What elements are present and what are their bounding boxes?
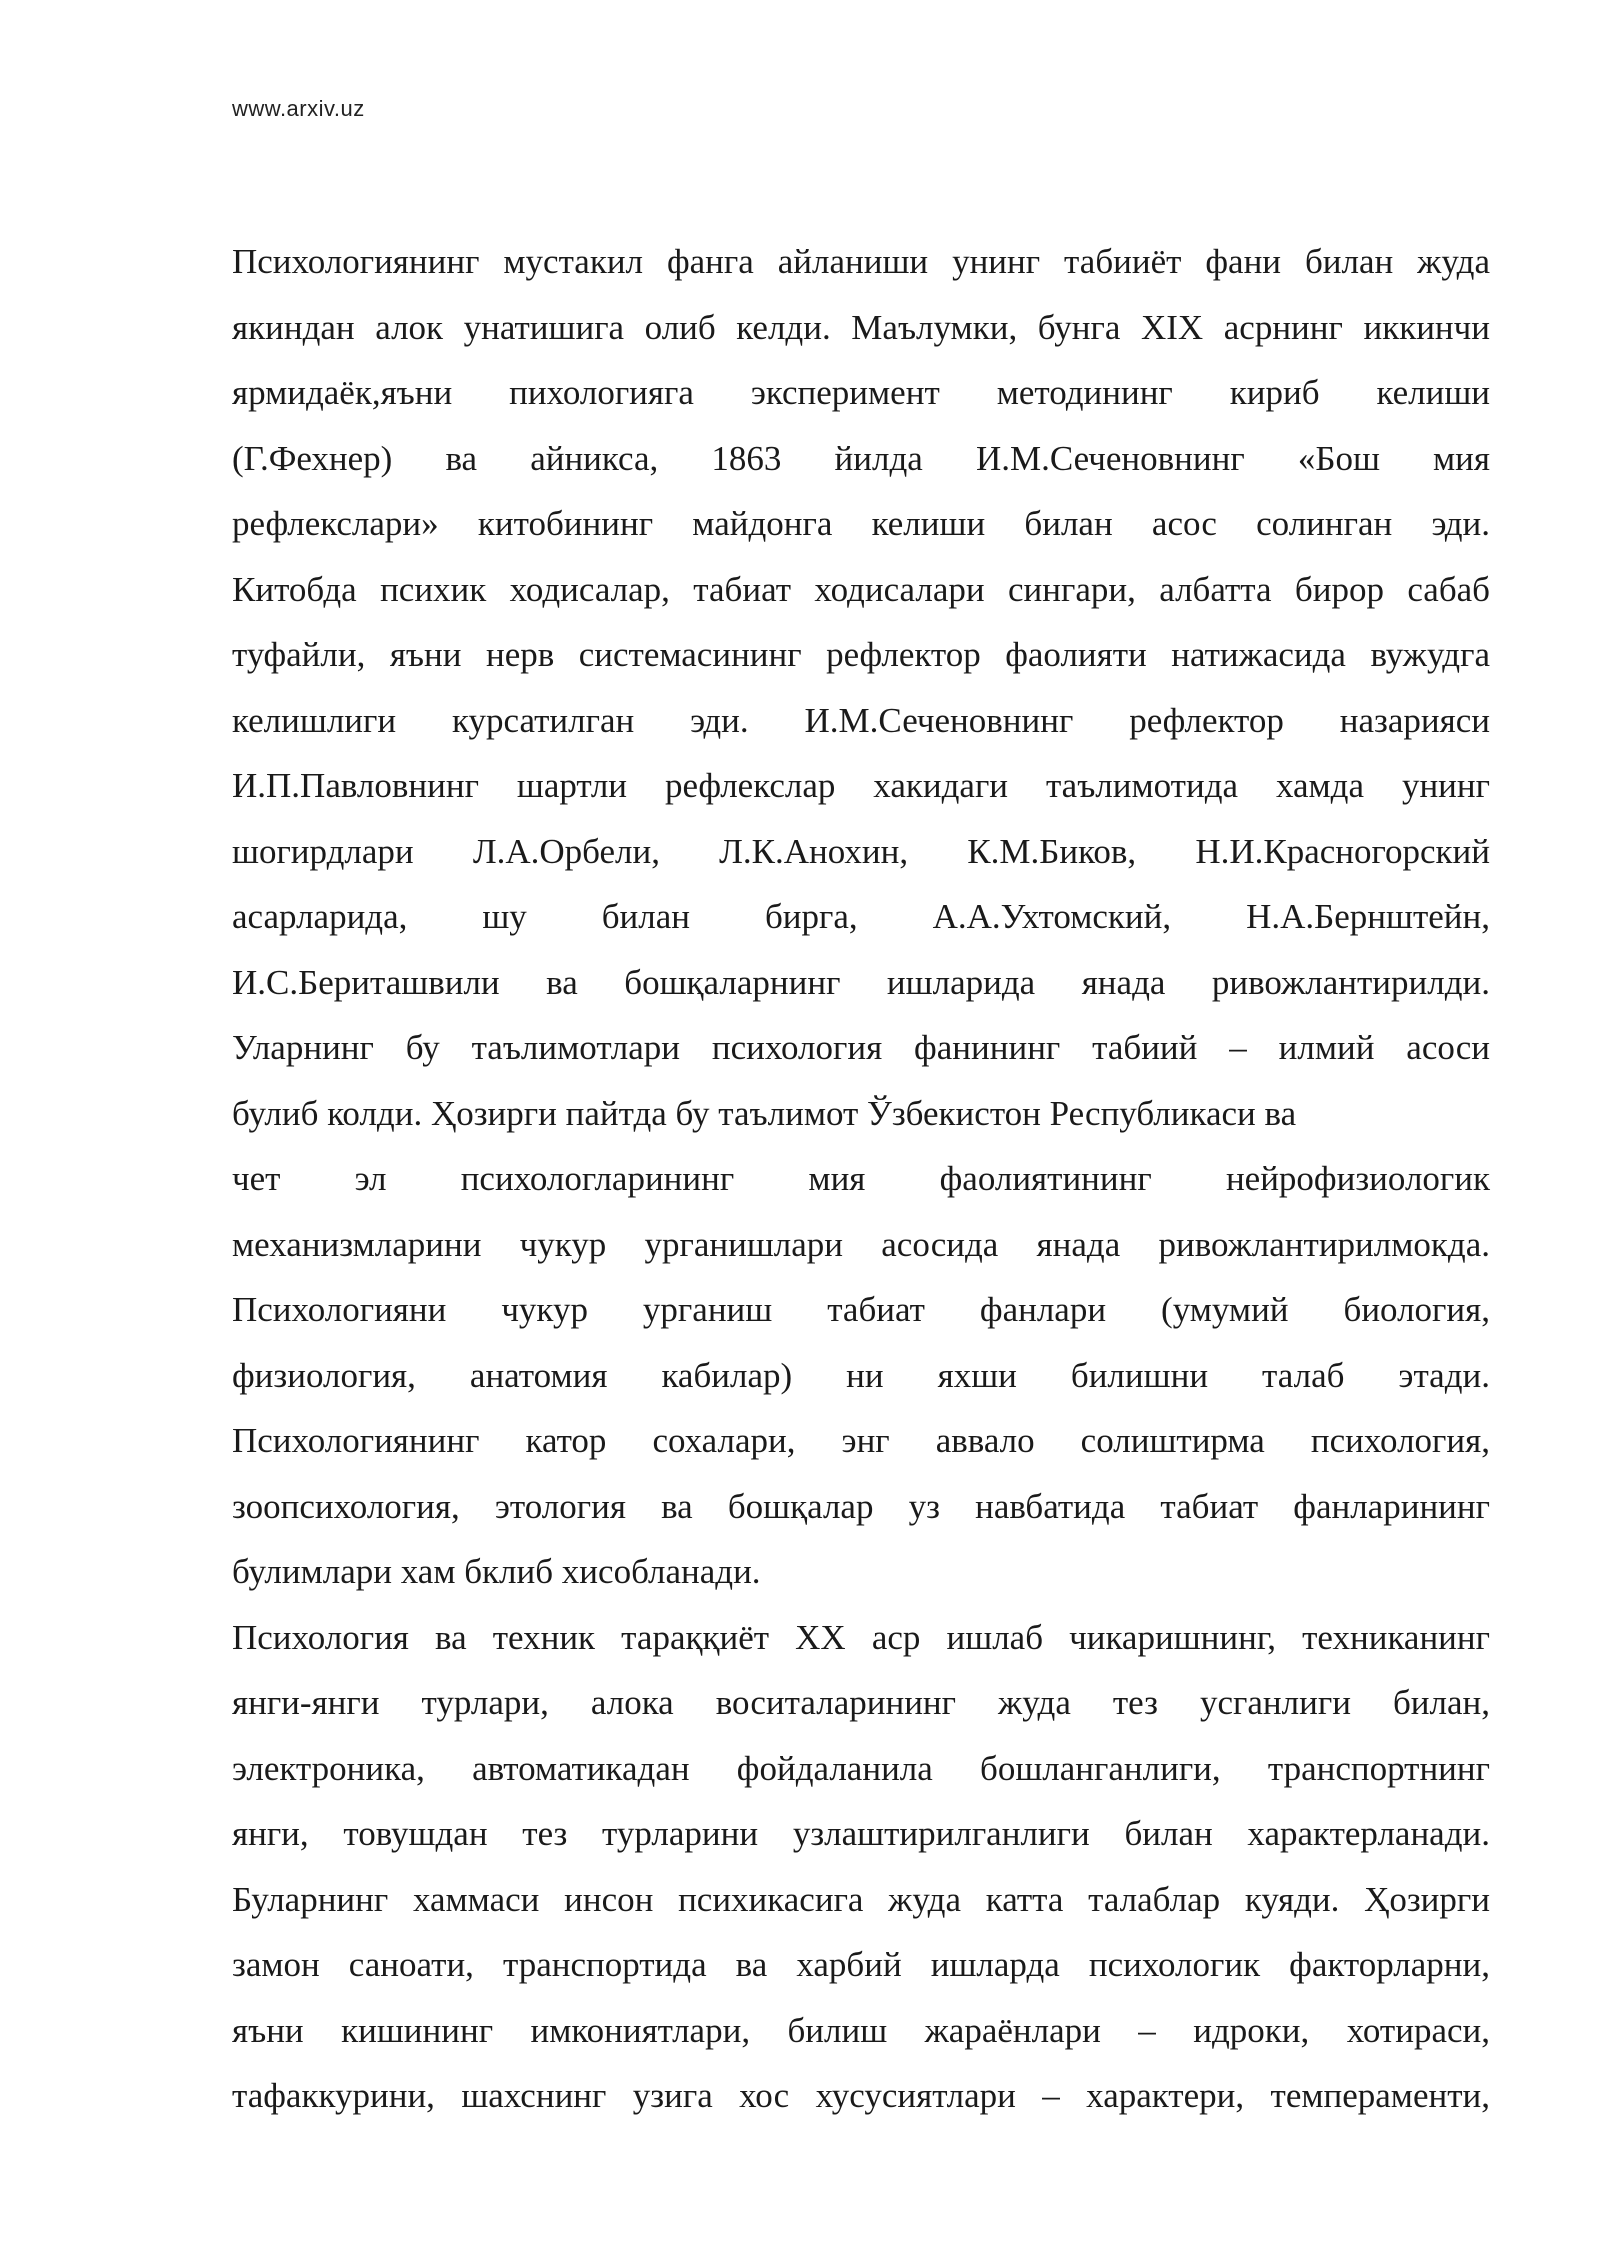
text-line: келишлиги курсатилган эди. И.М.Сеченовнинг рефлектор назарияси	[232, 700, 1490, 740]
text-line: яъни кишининг имкониятлари, билиш жараёнлари – идроки, хотираси,	[232, 2010, 1490, 2050]
paragraph-psychology-technical-progress	[232, 1605, 1490, 2129]
text-line: чет эл психологларининг мия фаолиятининг нейрофизиологик	[232, 1159, 1490, 1198]
text-line: Психологиянинг мустакил фанга айланиши унинг табииёт фани билан жуда	[232, 242, 1490, 281]
paragraph-psychology-natural-sciences	[232, 229, 1490, 1605]
text-line: янги, товушдан тез турларини узлаштирилганлиги билан характерланади.	[232, 1814, 1490, 1853]
text-line: Китобда психик ходисалар, табиат ходисалари сингари, албатта бирор сабаб	[232, 569, 1490, 609]
text-line: Психология ва техник тараққиёт XX аср ишлаб чикаришнинг, техниканинг	[232, 1617, 1490, 1657]
text-line: булимлари хам бклиб хисобланади.	[232, 1552, 761, 1591]
text-line: Психологиянинг катор сохалари, энг аввало солиштирма психология,	[232, 1421, 1490, 1460]
page-header-site: www.arxiv.uz	[232, 96, 365, 121]
text-line: (Г.Фехнер) ва айникса, 1863 йилда И.М.Сеченовнинг «Бош мия	[232, 438, 1490, 478]
text-line: И.С.Бериташвили ва бошқаларнинг ишларида янада ривожлантирилди.	[232, 962, 1490, 1002]
text-line: Психологияни чукур урганиш табиат фанлари (умумий биология,	[232, 1290, 1490, 1329]
text-line: ярмидаёк,яъни пихологияга эксперимент методининг кириб келиши	[232, 373, 1490, 412]
text-line: янги-янги турлари, алока воситаларининг жуда тез усганлиги билан,	[232, 1683, 1490, 1722]
document-body	[232, 229, 1490, 2129]
text-line: Уларнинг бу таълимотлари психология фанининг табиий – илмий асоси	[232, 1028, 1490, 1067]
text-line: асарларида, шу билан бирга, А.А.Ухтомский, Н.А.Бернштейн,	[232, 897, 1490, 936]
text-line: рефлекслари» китобининг майдонга келиши билан асос солинган эди.	[232, 504, 1490, 543]
text-line: зоопсихология, этология ва бошқалар уз навбатида табиат фанларининг	[232, 1486, 1490, 1526]
text-line: тафаккурини, шахснинг узига хос хусусиятлари – характери, темпераменти,	[232, 2076, 1490, 2115]
text-line: Буларнинг хаммаси инсон психикасига жуда катта талаблар куяди. Ҳозирги	[232, 1879, 1490, 1919]
text-line: замон саноати, транспортида ва харбий ишларда психологик факторларни,	[232, 1945, 1490, 1984]
text-line: механизмларини чукур урганишлари асосида янада ривожлантирилмокда.	[232, 1224, 1490, 1264]
text-line: И.П.Павловнинг шартли рефлекслар хакидаги таълимотида хамда унинг	[232, 766, 1490, 805]
text-line: булиб колди. Ҳозирги пайтда бу таълимот Ўзбекистон Республикаси ва	[232, 1093, 1297, 1133]
text-line: шогирдлари Л.А.Орбели, Л.К.Анохин, К.М.Биков, Н.И.Красногорский	[232, 831, 1490, 871]
text-line: физиология, анатомия кабилар) ни яхши билишни талаб этади.	[232, 1355, 1490, 1395]
text-line: якиндан алок унатишига олиб келди. Маълумки, бунга XIX асрнинг иккинчи	[232, 307, 1490, 347]
text-line: туфайли, яъни нерв системасининг рефлектор фаолияти натижасида вужудга	[232, 635, 1490, 674]
text-line: электроника, автоматикадан фойдаланила бошланганлиги, транспортнинг	[232, 1748, 1490, 1788]
